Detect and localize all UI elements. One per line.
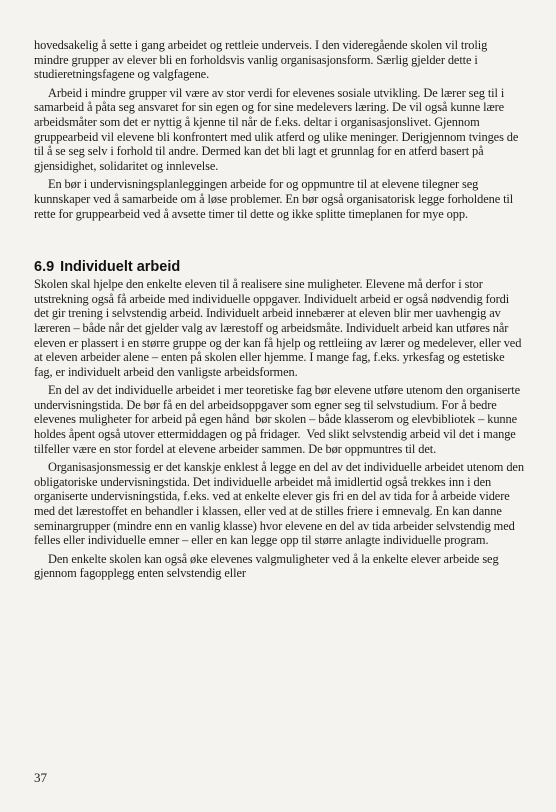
- paragraph-2: Arbeid i mindre grupper vil være av stor verdi for elevenes sosiale utvikling. De lærer seg til i samarbeid å påta seg ansvaret for sin egen og for sine medelevers læring. De vil også kunne lære arbeidsmåter som det er nyttig å kjenne til når de f.eks. deltar i organisasjonslivet. Gjennom gruppearbeid vil elevene bli konfrontert med ulik atferd og ulike meninger. Derigjennom tvinges de til å se seg selv i forhold til andre. Dermed kan det bli lagt et grunnlag for en atferd basert på gjensidighet, solidaritet og innlevelse.: [34, 85, 519, 173]
- section-heading: [34, 259, 524, 275]
- paragraph-6: Organisasjonsmessig er det kanskje enklest å legge en del av det individuelle arbeidet utenom den obligatoriske undervisningstida. Det individuelle arbeidet må imidlertid også trekkes inn i den organiserte undervisningstida, f.eks. ved at enkelte elever gis fri en del av tida for å arbeide videre med det lærestoffet en behandler i klassen, eller ved at de stilles friere i emnevalg. En kan danne seminargrupper (mindre enn en vanlig klasse) hvor elevene en del av tida arbeider selvstendig med felles eller individuelle emner – eller en kan legge opp til større anlagte individuelle program.: [34, 460, 524, 548]
- paragraph-4: Skolen skal hjelpe den enkelte eleven til å realisere sine muligheter. Elevene må derfor i stor utstrekning også få arbeide med individuelle oppgaver. Individuelt arbeid er også nødvendig fordi det gir trening i selvstendig arbeid. Individuelt arbeid innebærer at eleven blir mer uavhengig av læreren – både når det gjelder valg av lærestoff og arbeidsmåte. Individuelt arbeid kan utføres når eleven er plassert i en større gruppe og der kan få hjelp og rettleiing av lærer og medelever, eller ved at eleven arbeider alene – enten på skolen eller hjemme. I mange fag, f.eks. yrkesfag og estetiske fag, er individuelt arbeid den vanligste arbeidsformen.: [34, 277, 522, 379]
- page-number: 37: [34, 770, 47, 785]
- page-body: [34, 38, 524, 585]
- section-title: Individuelt arbeid: [60, 259, 181, 276]
- paragraph-1: hovedsakelig å sette i gang arbeidet og rettleie underveis. I den videregående skolen vil trolig mindre grupper av elever bli en forholdsvis vanlig organisasjonsform. Særlig gjelder dette i studieretningsfagene og valgfagene.: [34, 38, 488, 82]
- paragraph-7: Den enkelte skolen kan også øke elevenes valgmuligheter ved å la enkelte elever arbeide seg gjennom fagopplegg enten selvstendig eller: [34, 551, 499, 581]
- paragraph-3: En bør i undervisningsplanleggingen arbeide for og oppmuntre til at elevene tilegner seg kunnskaper ved å samarbeide om å løse problemer. En bør også organisatorisk legge forholdene til rette for gruppearbeid ved å avsette timer til dette og ikke splitte timeplanen for mye opp.: [34, 177, 514, 221]
- section-number: 6.9: [34, 259, 55, 276]
- paragraph-5: En del av det individuelle arbeidet i mer teoretiske fag bør elevene utføre utenom den organiserte undervisningstida. De bør få en del arbeidsoppgaver som egner seg til selvstudium. For å bedre elevenes muligheter for arbeid på egen hånd bør skolen – både klasserom og elevbibliotek – kunne holdes åpent også utover ettermiddagen og på fridager. Ved slikt selvstendig arbeid vil det i mange tilfeller være en stor fordel at elevene arbeider sammen. De bør oppmuntres til det.: [34, 383, 520, 456]
